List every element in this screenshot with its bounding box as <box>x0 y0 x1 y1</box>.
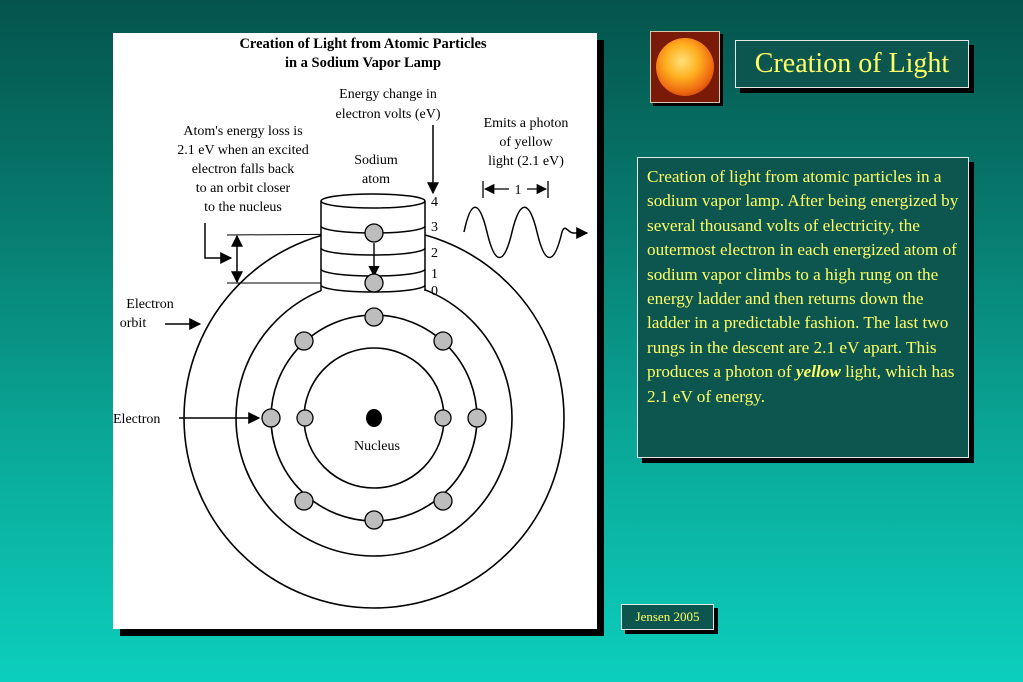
nucleus-label: Nucleus <box>354 439 400 454</box>
photon-label-line1: Emits a photon <box>483 116 569 131</box>
loss-pointer <box>205 223 231 258</box>
description-part-2: light, which has 2.1 eV of energy. <box>647 362 955 406</box>
diagram-title-line1: Creation of Light from Atomic Particles <box>239 36 487 52</box>
photon-label-line2: of yellow <box>499 135 553 150</box>
diagram-title-line2: in a Sodium Vapor Lamp <box>284 55 442 71</box>
description-box <box>637 157 969 458</box>
diagram-panel <box>113 33 597 629</box>
credit-box <box>621 604 714 630</box>
electron-orbit1-right <box>435 410 451 426</box>
loss-label-line3: electron falls back <box>191 162 295 177</box>
loss-label-line1: Atom's energy loss is <box>183 124 303 139</box>
sun-thumbnail <box>650 31 720 103</box>
electron-label: Electron <box>113 412 161 427</box>
electron-orbit2-top <box>365 308 383 326</box>
description-part-1: Creation of light from atomic particles in a sodium vapor lamp. After being energized by several thousand volts of electricity, the outermost electron in each energized atom of sodium vapor climbs to a high rung on the energy ladder and then returns down the ladder in a predictable fashion. The last two rungs in the descent are 2.1 eV apart. This produces a photon of <box>647 167 959 382</box>
sodium-label-line2: atom <box>362 172 390 187</box>
electron-orbit2-upper-left <box>295 332 313 350</box>
slide-title: Creation of Light <box>754 48 950 79</box>
title-box <box>735 40 969 88</box>
electron-orbit2-right <box>468 409 486 427</box>
level-0-label: 0 <box>431 284 438 299</box>
electron-orbit2-bottom <box>365 511 383 529</box>
level-2-label: 2 <box>431 246 438 261</box>
electron-orbit2-upper-right <box>434 332 452 350</box>
sodium-label-line1: Sodium <box>354 153 398 168</box>
level-1-label: 1 <box>431 267 438 282</box>
nucleus <box>366 409 382 427</box>
loss-label-line5: to the nucleus <box>204 200 282 215</box>
photon-label-line3: light (2.1 eV) <box>488 154 564 169</box>
sodium-atom-diagram <box>113 33 597 629</box>
electron-outer <box>365 274 383 292</box>
level-3-label: 3 <box>431 220 438 235</box>
description-text <box>647 165 960 409</box>
orbit-label-line2: orbit <box>119 316 147 331</box>
loss-label-line2: 2.1 eV when an excited <box>177 143 309 158</box>
electron-orbit1-left <box>297 410 313 426</box>
electron-orbit2-lower-left <box>295 492 313 510</box>
credit-text: Jensen 2005 <box>635 609 700 624</box>
photon-wave <box>464 207 587 257</box>
energy-label-line1: Energy change in <box>339 87 437 102</box>
orbit-label-line1: Electron <box>126 297 174 312</box>
energy-label-line2: electron volts (eV) <box>335 107 441 122</box>
level-4-label: 4 <box>431 195 438 210</box>
electron-orbit2-lower-right <box>434 492 452 510</box>
wavelength-label: 1 <box>514 183 522 198</box>
sun-icon <box>656 38 714 96</box>
yellow-emphasis: yellow <box>795 362 841 382</box>
electron-orbit2-left <box>262 409 280 427</box>
loss-label-line4: to an orbit closer <box>195 181 291 196</box>
electron-excited <box>365 224 383 242</box>
